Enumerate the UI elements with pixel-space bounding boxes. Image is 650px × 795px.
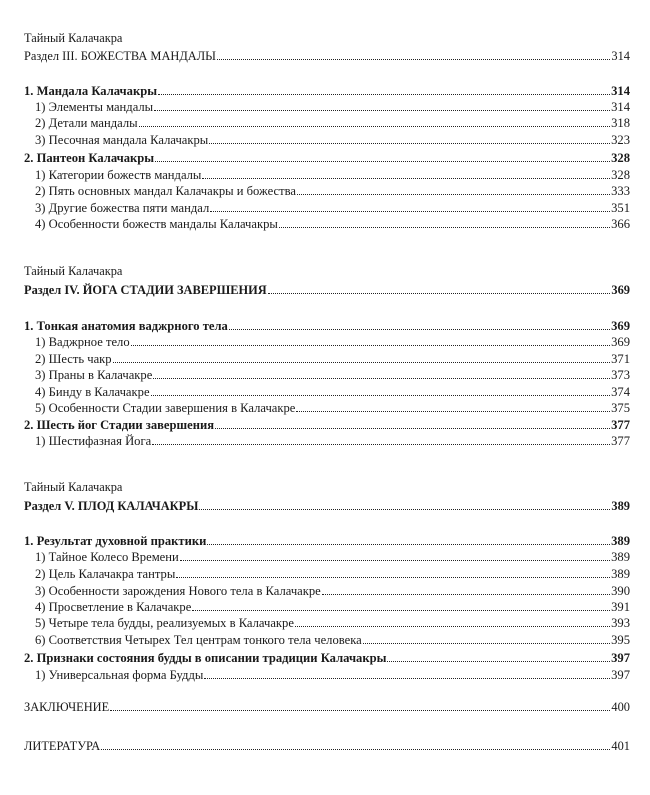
toc-subchapter-entry[interactable] [35, 384, 630, 400]
toc-chapter-entry-page-number: 314 [611, 84, 630, 98]
toc-section-entry[interactable] [24, 498, 630, 514]
toc-subchapter-entry-page-number: 333 [611, 184, 630, 198]
toc-chapter-entry-page-number: 397 [611, 651, 630, 665]
book-header-text: Тайный Калачакра [24, 31, 123, 45]
toc-subchapter-entry-title: 2) Детали мандалы [35, 116, 138, 130]
dot-leader [229, 328, 610, 330]
dot-leader [199, 508, 610, 510]
dot-leader [295, 625, 610, 627]
dot-leader [153, 377, 610, 379]
toc-subchapter-entry[interactable] [35, 583, 630, 599]
toc-subchapter-entry[interactable] [35, 200, 630, 216]
toc-subchapter-entry[interactable] [35, 115, 630, 131]
toc-subchapter-entry[interactable] [35, 433, 630, 449]
toc-subchapter-entry[interactable] [35, 216, 630, 232]
book-header [24, 30, 630, 46]
toc-subchapter-entry[interactable] [35, 400, 630, 416]
toc-chapter-entry-title: 2. Шесть йог Стадии завершения [24, 418, 215, 432]
book-header-text: Тайный Калачакра [24, 480, 123, 494]
dot-leader [101, 748, 610, 750]
toc-subchapter-entry[interactable] [35, 549, 630, 565]
dot-leader [296, 410, 610, 412]
dot-leader [215, 427, 610, 429]
toc-subchapter-entry-title: 4) Бинду в Калачакре [35, 385, 150, 399]
dot-leader [131, 344, 610, 346]
toc-subchapter-entry-page-number: 318 [611, 116, 630, 130]
toc-subchapter-entry[interactable] [35, 99, 630, 115]
toc-chapter-entry[interactable] [24, 150, 630, 166]
toc-subchapter-entry-title: 5) Особенности Стадии завершения в Калачакре [35, 401, 296, 415]
book-header [24, 479, 630, 495]
toc-subchapter-entry-page-number: 375 [611, 401, 630, 415]
toc-subchapter-entry-page-number: 390 [611, 584, 630, 598]
toc-subchapter-entry[interactable] [35, 351, 630, 367]
toc-subchapter-entry[interactable] [35, 167, 630, 183]
toc-subchapter-entry[interactable] [35, 615, 630, 631]
dot-leader [139, 125, 611, 127]
toc-section-entry-title: Раздел III. БОЖЕСТВА МАНДАЛЫ [24, 49, 216, 63]
dot-leader [152, 443, 610, 445]
toc-ending-entry-page-number: 401 [611, 739, 630, 753]
toc-ending-entry-title: ЛИТЕРАТУРА [24, 739, 101, 753]
toc-section-entry-page-number: 314 [611, 49, 630, 63]
dot-leader [322, 593, 610, 595]
toc-chapter-entry-title: 1. Тонкая анатомия ваджрного тела [24, 319, 228, 333]
toc-subchapter-entry[interactable] [35, 566, 630, 582]
toc-subchapter-entry-title: 3) Праны в Калачакре [35, 368, 153, 382]
toc-ending-entry[interactable] [24, 738, 630, 754]
toc-subchapter-entry-title: 1) Категории божеств мандалы [35, 168, 202, 182]
dot-leader [297, 193, 610, 195]
toc-chapter-entry[interactable] [24, 650, 630, 666]
toc-subchapter-entry-title: 5) Четыре тела будды, реализуемых в Калачакре [35, 616, 294, 630]
toc-section-entry[interactable] [24, 48, 630, 64]
toc-ending-entry-title: ЗАКЛЮЧЕНИЕ [24, 700, 110, 714]
toc-subchapter-entry-page-number: 374 [611, 385, 630, 399]
toc-chapter-entry-page-number: 377 [611, 418, 630, 432]
toc-subchapter-entry-title: 2) Шесть чакр [35, 352, 112, 366]
toc-chapter-entry[interactable] [24, 83, 630, 99]
toc-subchapter-entry[interactable] [35, 599, 630, 615]
dot-leader [158, 93, 610, 95]
toc-subchapter-entry-title: 1) Тайное Колесо Времени [35, 550, 179, 564]
dot-leader [110, 709, 610, 711]
toc-subchapter-entry-page-number: 393 [611, 616, 630, 630]
toc-section-entry-page-number: 389 [611, 499, 630, 513]
toc-section-entry-page-number: 369 [611, 283, 630, 297]
toc-subchapter-entry-title: 6) Соответствия Четырех Тел центрам тонкого тела человека [35, 633, 362, 647]
toc-section-entry[interactable] [24, 282, 630, 298]
dot-leader [113, 361, 611, 363]
toc-subchapter-entry-title: 1) Шестифазная Йога [35, 434, 152, 448]
toc-subchapter-entry-page-number: 369 [611, 335, 630, 349]
toc-subchapter-entry-title: 4) Просветление в Калачакре [35, 600, 192, 614]
toc-subchapter-entry-title: 3) Другие божества пяти мандал [35, 201, 210, 215]
dot-leader [207, 543, 610, 545]
dot-leader [209, 142, 610, 144]
toc-subchapter-entry-page-number: 389 [611, 550, 630, 564]
dot-leader [176, 576, 610, 578]
dot-leader [204, 677, 610, 679]
toc-subchapter-entry[interactable] [35, 367, 630, 383]
toc-subchapter-entry-page-number: 366 [611, 217, 630, 231]
toc-subchapter-entry[interactable] [35, 632, 630, 648]
dot-leader [192, 609, 610, 611]
toc-section-entry-title: Раздел IV. ЙОГА СТАДИИ ЗАВЕРШЕНИЯ [24, 283, 267, 297]
toc-subchapter-entry-title: 4) Особенности божеств мандалы Калачакры [35, 217, 278, 231]
toc-subchapter-entry[interactable] [35, 132, 630, 148]
dot-leader [202, 177, 610, 179]
toc-subchapter-entry-title: 3) Песочная мандала Калачакры [35, 133, 209, 147]
toc-subchapter-entry-page-number: 373 [611, 368, 630, 382]
toc-chapter-entry-page-number: 369 [611, 319, 630, 333]
toc-subchapter-entry-page-number: 395 [611, 633, 630, 647]
toc-chapter-entry-page-number: 389 [611, 534, 630, 548]
toc-subchapter-entry-page-number: 371 [611, 352, 630, 366]
dot-leader [154, 109, 610, 111]
toc-subchapter-entry[interactable] [35, 667, 630, 683]
toc-chapter-entry-page-number: 328 [611, 151, 630, 165]
dot-leader [279, 226, 610, 228]
toc-subchapter-entry-page-number: 397 [611, 668, 630, 682]
dot-leader [210, 210, 610, 212]
toc-subchapter-entry-page-number: 351 [611, 201, 630, 215]
toc-ending-entry[interactable] [24, 699, 630, 715]
dot-leader [151, 394, 611, 396]
dot-leader [268, 292, 611, 294]
toc-subchapter-entry-page-number: 328 [611, 168, 630, 182]
book-header [24, 263, 630, 279]
dot-leader [387, 660, 610, 662]
toc-chapter-entry-title: 1. Результат духовной практики [24, 534, 207, 548]
toc-section-entry-title: Раздел V. ПЛОД КАЛАЧАКРЫ [24, 499, 199, 513]
toc-chapter-entry-title: 1. Мандала Калачакры [24, 84, 158, 98]
toc-subchapter-entry-title: 2) Цель Калачакра тантры [35, 567, 176, 581]
toc-chapter-entry[interactable] [24, 533, 630, 549]
dot-leader [363, 642, 610, 644]
toc-chapter-entry-title: 2. Пантеон Калачакры [24, 151, 155, 165]
toc-subchapter-entry[interactable] [35, 183, 630, 199]
toc-subchapter-entry-title: 1) Элементы мандалы [35, 100, 154, 114]
toc-subchapter-entry-page-number: 389 [611, 567, 630, 581]
toc-subchapter-entry-title: 2) Пять основных мандал Калачакры и божества [35, 184, 296, 198]
toc-subchapter-entry[interactable] [35, 334, 630, 350]
toc-ending-entry-page-number: 400 [611, 700, 630, 714]
toc-subchapter-entry-title: 1) Ваджрное тело [35, 335, 130, 349]
toc-subchapter-entry-page-number: 391 [611, 600, 630, 614]
toc-chapter-entry-title: 2. Признаки состояния будды в описании традиции Калачакры [24, 651, 387, 665]
toc-subchapter-entry-title: 1) Универсальная форма Будды [35, 668, 204, 682]
book-header-text: Тайный Калачакра [24, 264, 123, 278]
toc-subchapter-entry-page-number: 377 [611, 434, 630, 448]
toc-chapter-entry[interactable] [24, 417, 630, 433]
dot-leader [180, 559, 610, 561]
toc-subchapter-entry-page-number: 314 [611, 100, 630, 114]
toc-chapter-entry[interactable] [24, 318, 630, 334]
dot-leader [217, 58, 610, 60]
toc-subchapter-entry-page-number: 323 [611, 133, 630, 147]
toc-subchapter-entry-title: 3) Особенности зарождения Нового тела в Калачакре [35, 584, 321, 598]
dot-leader [155, 160, 610, 162]
